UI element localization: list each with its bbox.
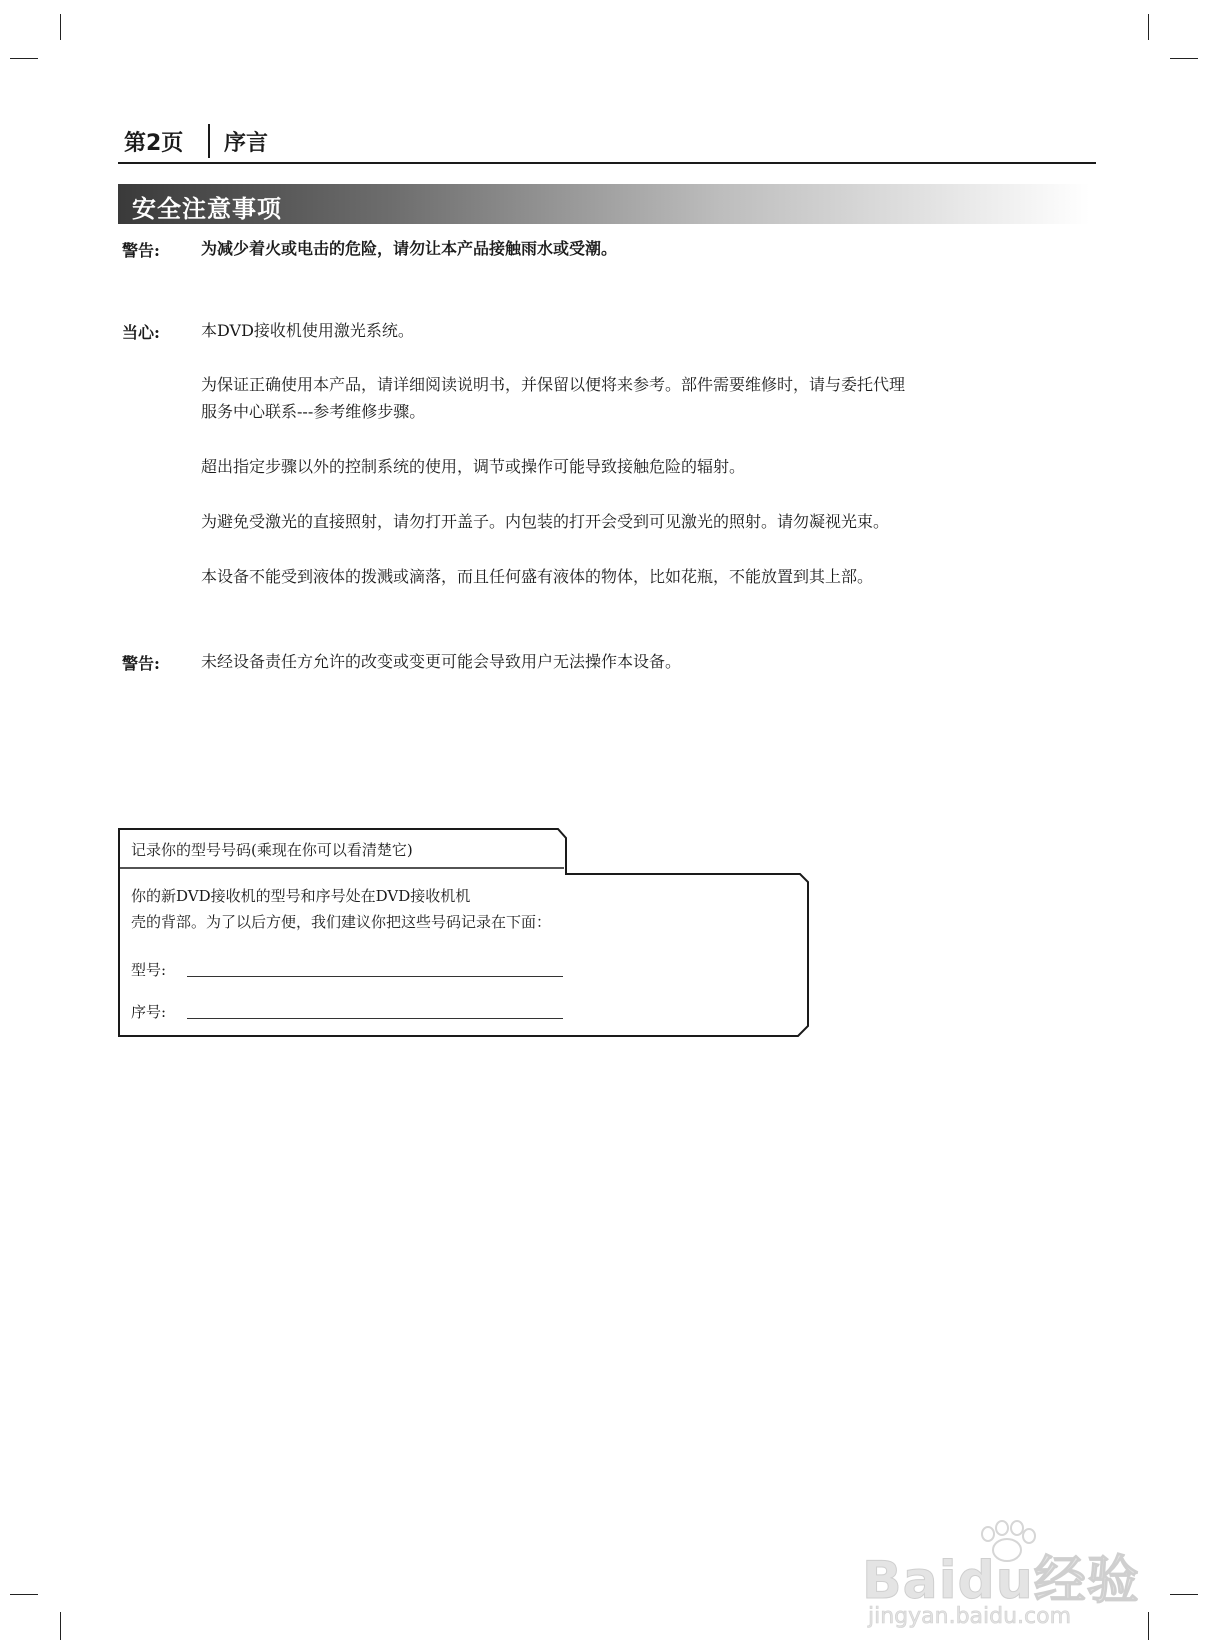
crop-mark-top-right-v [1148, 14, 1149, 40]
warning-label: 警告: [122, 241, 160, 260]
model-field[interactable] [187, 976, 563, 977]
warning-label: 警告: [122, 654, 160, 673]
caution-label: 当心: [122, 323, 160, 342]
model-label: 型号: [131, 961, 167, 979]
section-title: 安全注意事项 [132, 194, 282, 223]
caution-line: 服务中心联系---参考维修步骤。 [201, 402, 426, 421]
page-number: 第2页 [124, 131, 184, 156]
watermark-brand: Baidu经验 [862, 1551, 1140, 1611]
caution-paragraph: 为避免受激光的直接照射，请勿打开盖子。内包装的打开会受到可见激光的照射。请勿凝视光束。 [201, 512, 890, 531]
section-title-band [118, 184, 1090, 224]
crop-mark-bottom-right-h [1170, 1594, 1198, 1595]
crop-mark-top-right-h [1170, 58, 1198, 59]
serial-field[interactable] [187, 1018, 563, 1019]
warning-text: 为减少着火或电击的危险，请勿让本产品接触雨水或受潮。 [201, 239, 618, 258]
caution-paragraph: 超出指定步骤以外的控制系统的使用，调节或操作可能导致接触危险的辐射。 [201, 457, 746, 476]
warning-text: 未经设备责任方允许的改变或变更可能会导致用户无法操作本设备。 [201, 652, 682, 671]
crop-mark-bottom-left-v [60, 1612, 61, 1640]
record-box-line: 你的新DVD接收机的型号和序号处在DVD接收机机 [131, 887, 471, 905]
serial-label: 序号: [131, 1003, 167, 1021]
header-separator [208, 124, 210, 158]
caution-paragraph: 本设备不能受到液体的拨溅或滴落，而且任何盛有液体的物体，比如花瓶，不能放置到其上部。 [201, 567, 874, 586]
crop-mark-bottom-left-h [10, 1594, 38, 1595]
crop-mark-top-left-h [10, 58, 38, 59]
section-name: 序言 [224, 131, 269, 156]
caution-intro: 本DVD接收机使用激光系统。 [201, 321, 414, 340]
record-box-heading: 记录你的型号号码(乘现在你可以看清楚它) [131, 841, 413, 859]
watermark-url: jingyan.baidu.com [868, 1604, 1072, 1629]
crop-mark-top-left-v [60, 14, 61, 40]
baidu-watermark [862, 1520, 1162, 1640]
caution-paragraph [201, 371, 1101, 425]
page-header [118, 118, 1096, 164]
caution-line: 为保证正确使用本产品，请详细阅读说明书，并保留以便将来参考。部件需要维修时，请与委托代理 [201, 375, 906, 394]
record-number-box [118, 828, 810, 1048]
record-box-line: 壳的背部。为了以后方便，我们建议你把这些号码记录在下面： [131, 913, 552, 931]
